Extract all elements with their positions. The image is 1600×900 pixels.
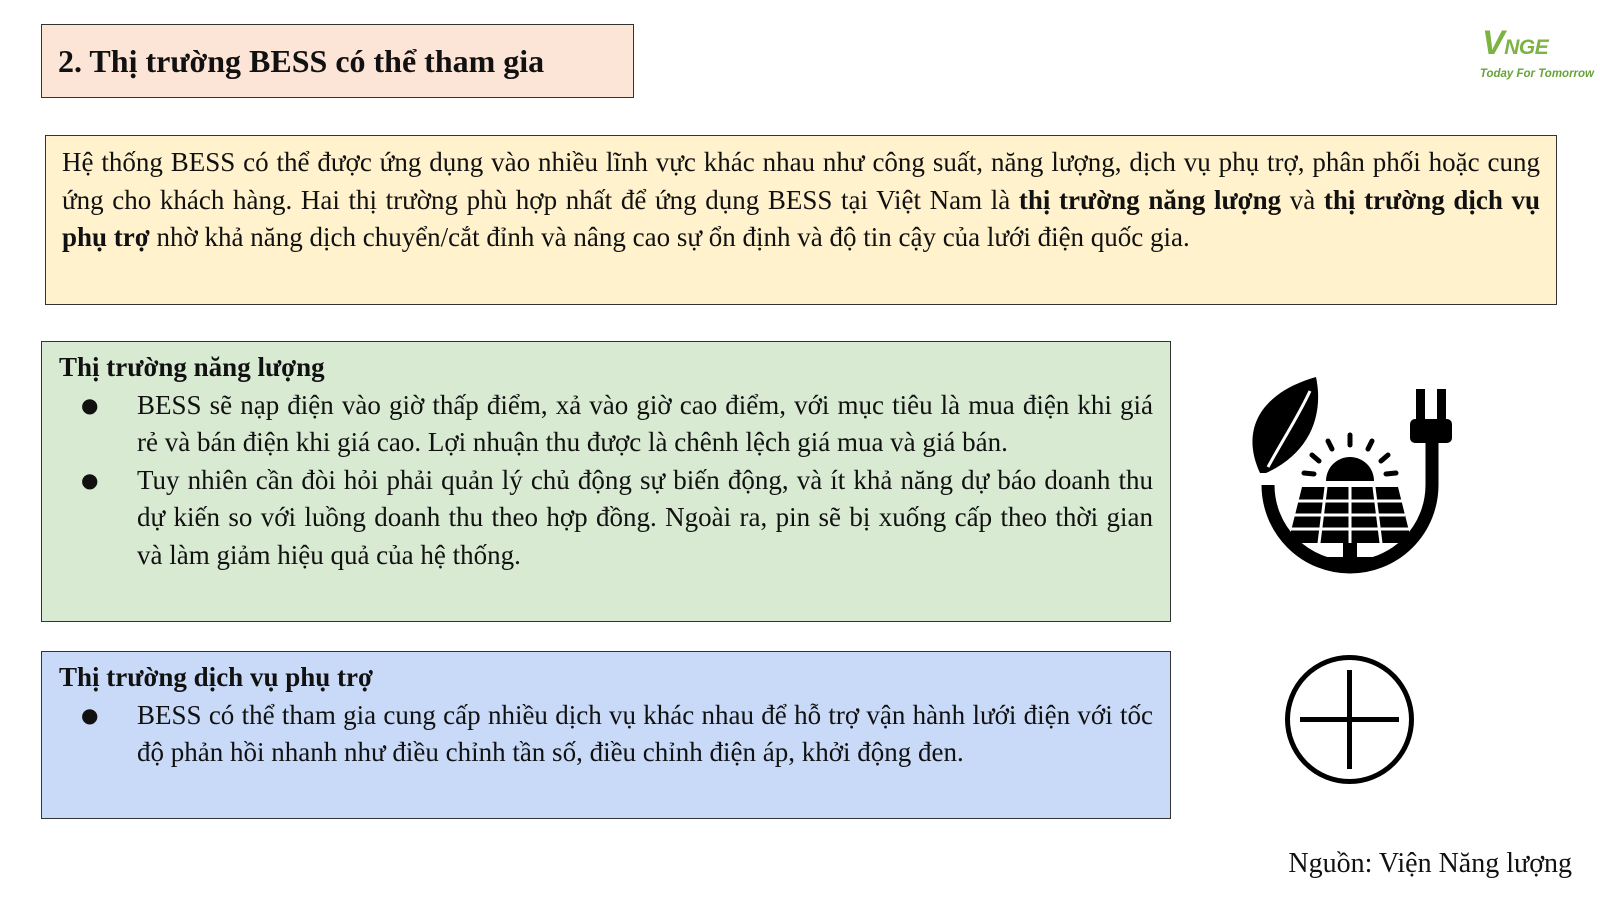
bullet: ● (81, 702, 99, 727)
vnge-logo (1444, 18, 1594, 90)
energy-market-heading: Thị trường năng lượng (59, 352, 325, 382)
list-item-text: BESS có thể tham gia cung cấp nhiều dịch vụ khác nhau để hỗ trợ vận hành lưới điện với tốc độ phản hồi nhanh như điều chỉnh tần số, điều chỉnh điện áp, khởi động đen. (137, 699, 1153, 767)
bullet: ● (81, 467, 99, 492)
logo-tagline: Today For Tomorrow (1479, 68, 1594, 80)
intro-text-1: Hệ thống BESS có thể được ứng dụng vào nhiều lĩnh vực khác nhau như công suất, năng lượng, dịch vụ phụ trợ, phân phối hoặc cung ứng cho khách hàng. Hai thị trường phù hợp nhất để ứng dụng BESS tại Việt Nam là (62, 147, 1540, 215)
source-note: Nguồn: Viện Năng lượng (1288, 848, 1572, 879)
solar-panel-leaf-plug-icon (1240, 375, 1460, 590)
slide-title (41, 24, 634, 98)
list-item-text: BESS sẽ nạp điện vào giờ thấp điểm, xả vào giờ cao điểm, với mục tiêu là mua điện khi giá rẻ và bán điện khi giá cao. Lợi nhuận thu được là chênh lệch giá mua và giá bán. (137, 389, 1153, 457)
bullet: ● (81, 392, 99, 417)
intro-text-3: nhờ khả năng dịch chuyển/cắt đỉnh và nâng cao sự ổn định và độ tin cậy của lưới điện quốc gia. (149, 222, 1190, 252)
ancillary-market-heading: Thị trường dịch vụ phụ trợ (59, 662, 373, 692)
list-item (59, 387, 1153, 462)
ancillary-market-box (41, 651, 1171, 819)
intro-box (45, 135, 1557, 305)
intro-text-2: và (1281, 184, 1324, 215)
ancillary-market-list (59, 697, 1153, 772)
energy-market-list (59, 387, 1153, 575)
intro-bold-ancillary-market: thị trường dịch vụ phụ trợ (62, 184, 1541, 252)
energy-market-box (41, 341, 1171, 622)
slide-title-text: 2. Thị trường BESS có thể tham gia (58, 42, 545, 79)
intro-bold-energy-market: thị trường năng lượng (1018, 184, 1282, 215)
plus-circle-icon (1282, 652, 1417, 787)
list-item (59, 697, 1153, 772)
list-item (59, 462, 1153, 575)
list-item-text: Tuy nhiên cần đòi hỏi phải quản lý chủ động sự biến động, và ít khả năng dự báo doanh thu dự kiến so với luồng doanh thu theo hợp đồng. Ngoài ra, pin sẽ bị xuống cấp theo thời gian và làm giảm hiệu quả của hệ thống. (137, 464, 1153, 570)
logo-mark: VNGE (1482, 24, 1549, 62)
